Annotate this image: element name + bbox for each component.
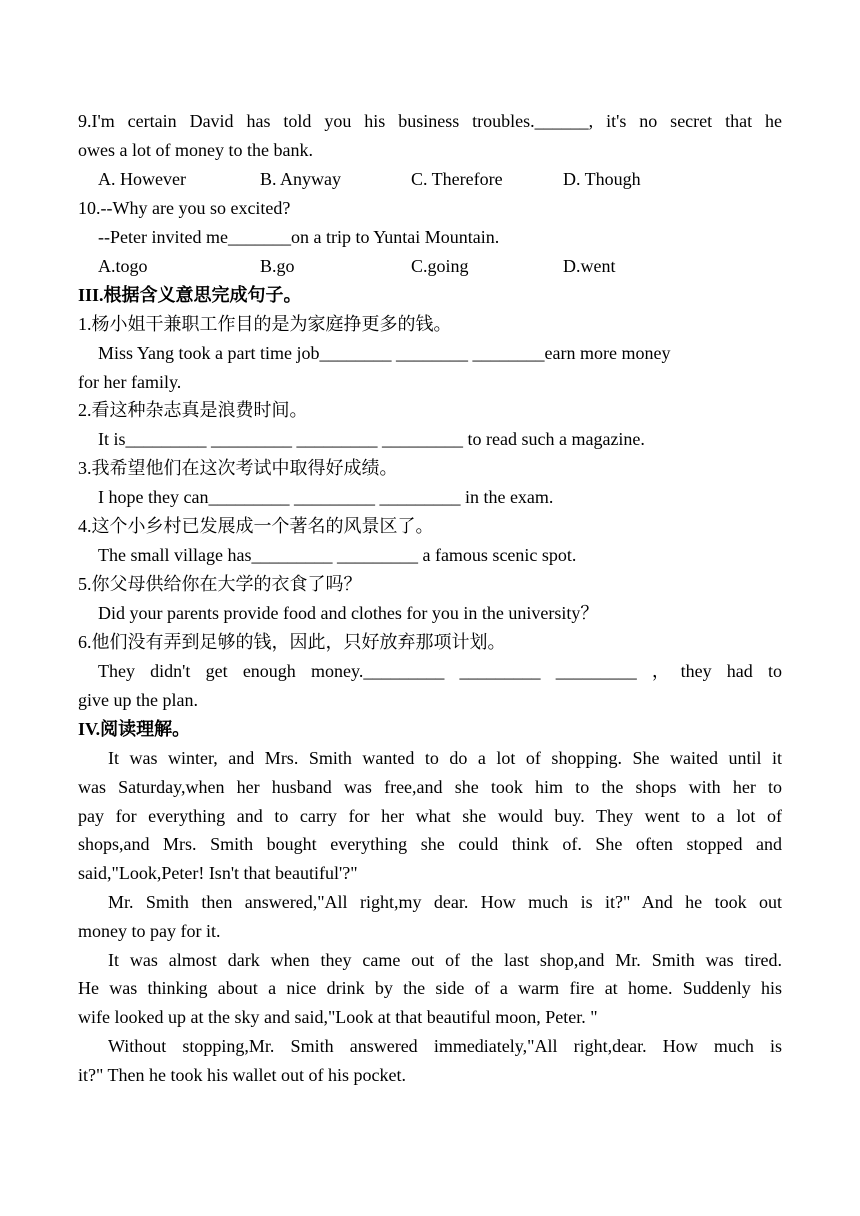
s3-item-2-cn: 2.看这种杂志真是浪费时间。 bbox=[78, 400, 308, 420]
passage-line: It was almost dark when they came out of the last shop,and Mr. Smith was tired. bbox=[108, 950, 782, 970]
q10-option-d: D.went bbox=[563, 256, 616, 276]
passage-line: Without stopping,Mr. Smith answered immediately,"All right,dear. How much is bbox=[108, 1036, 782, 1056]
s3-item-4-cn: 4.这个小乡村已发展成一个著名的风景区了。 bbox=[78, 516, 434, 536]
passage-line: Mr. Smith then answered,"All right,my dear. How much is it?" And he took out bbox=[108, 892, 782, 912]
q9-line-1: 9.I'm certain David has told you his business troubles.______, it's no secret that he bbox=[78, 111, 782, 131]
passage-line: He was thinking about a nice drink by the side of a warm fire at home. Suddenly his bbox=[78, 978, 782, 998]
s3-item-5-cn: 5.你父母供给你在大学的衣食了吗？ bbox=[78, 574, 362, 594]
q10-line-1: 10.--Why are you so excited? bbox=[78, 198, 291, 218]
s3-item-5-en: Did your parents provide food and clothes for you in the university？ bbox=[98, 603, 599, 623]
section-3-heading: III.根据含义意思完成句子。 bbox=[78, 285, 302, 305]
section-4-heading: IV.阅读理解。 bbox=[78, 719, 191, 739]
q10-option-b: B.go bbox=[260, 256, 295, 276]
q9-option-c: C. Therefore bbox=[411, 169, 503, 189]
passage-line: said,"Look,Peter! Isn't that beautiful'?" bbox=[78, 863, 358, 883]
passage-line: wife looked up at the sky and said,"Look at that beautiful moon, Peter. " bbox=[78, 1007, 598, 1027]
s3-item-6-cn: 6.他们没有弄到足够的钱，因此，只好放弃那项计划。 bbox=[78, 632, 506, 652]
q10-option-c: C.going bbox=[411, 256, 469, 276]
s3-item-1-en: Miss Yang took a part time job________ ________ ________earn more money bbox=[98, 343, 671, 363]
s3-item-1-cn: 1.杨小姐干兼职工作目的是为家庭挣更多的钱。 bbox=[78, 314, 452, 334]
s3-item-3-cn: 3.我希望他们在这次考试中取得好成绩。 bbox=[78, 458, 398, 478]
passage-line: it?" Then he took his wallet out of his pocket. bbox=[78, 1065, 406, 1085]
passage-line: money to pay for it. bbox=[78, 921, 221, 941]
passage-line: pay for everything and to carry for her what she would buy. They went to a lot of bbox=[78, 806, 782, 826]
s3-item-2-en: It is_________ _________ _________ _________ to read such a magazine. bbox=[98, 429, 645, 449]
q10-option-a: A.togo bbox=[98, 256, 148, 276]
s3-item-3-en: I hope they can_________ _________ _________ in the exam. bbox=[98, 487, 554, 507]
s3-item-6-en-cont: give up the plan. bbox=[78, 690, 198, 710]
q9-option-b: B. Anyway bbox=[260, 169, 341, 189]
q9-option-d: D. Though bbox=[563, 169, 641, 189]
q10-line-2: --Peter invited me_______on a trip to Yuntai Mountain. bbox=[98, 227, 500, 247]
s3-item-1-en-cont: for her family. bbox=[78, 372, 182, 392]
s3-item-6-en: They didn't get enough money._________ _________ _________ ，they had to bbox=[98, 661, 782, 681]
q9-option-a: A. However bbox=[98, 169, 186, 189]
q9-line-2: owes a lot of money to the bank. bbox=[78, 140, 313, 160]
passage-line: was Saturday,when her husband was free,and she took him to the shops with her to bbox=[78, 777, 782, 797]
passage-line: It was winter, and Mrs. Smith wanted to do a lot of shopping. She waited until it bbox=[108, 748, 782, 768]
passage-line: shops,and Mrs. Smith bought everything she could think of. She often stopped and bbox=[78, 834, 782, 854]
s3-item-4-en: The small village has_________ _________ a famous scenic spot. bbox=[98, 545, 577, 565]
